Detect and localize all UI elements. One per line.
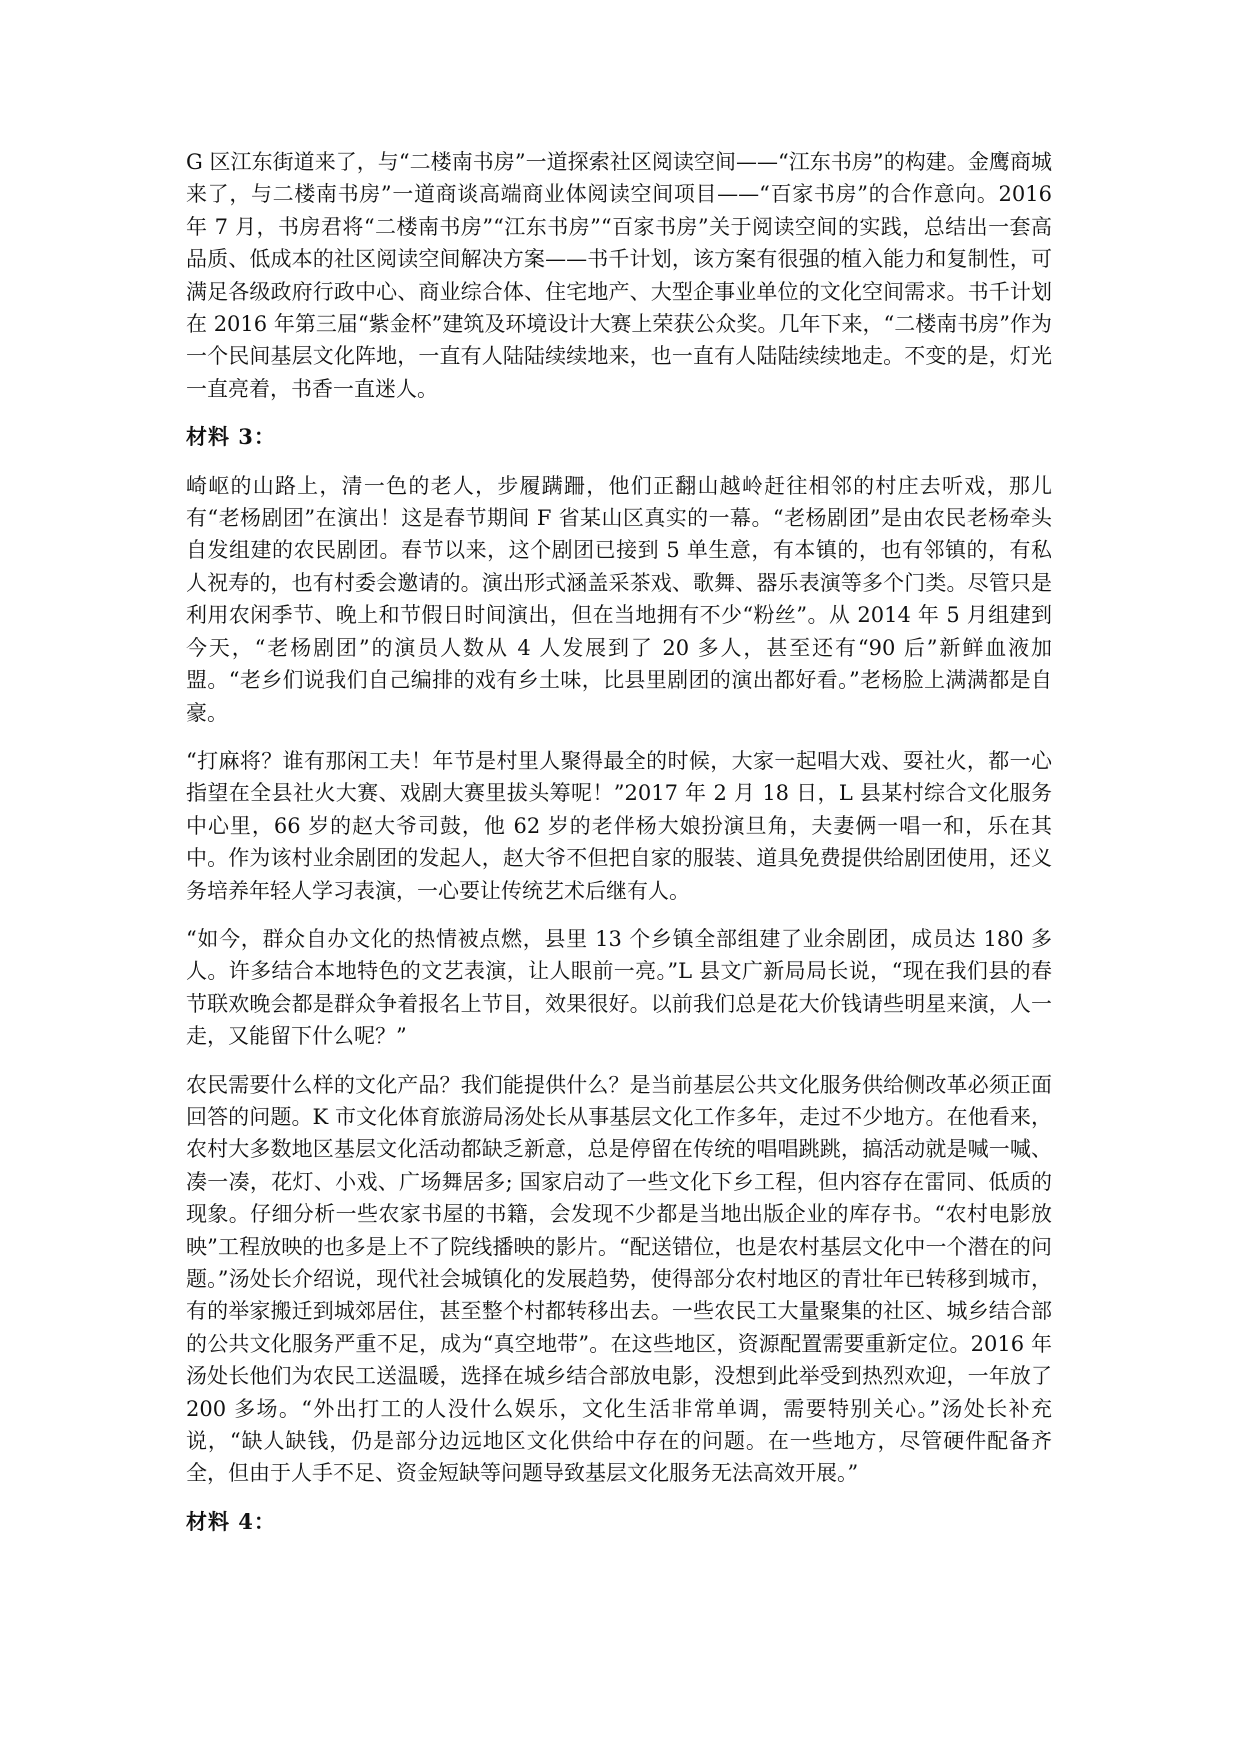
paragraph-lao-yang-troupe: 崎岖的山路上，清一色的老人，步履蹒跚，他们正翻山越岭赶往相邻的村庄去听戏，那儿有“老杨剧团”在演出！这是春节期间 F 省某山区真实的一幕。“老杨剧团”是由农民老杨牵头自发组建的农民剧团。春节以来，这个剧团已接到 5 单生意，有本镇的，也有邻镇的，有私人祝寿的，也有村委会邀请的。演出形式涵盖采茶戏、歌舞、器乐表演等多个门类。尽管只是利用农闲季节、晚上和节假日时间演出，但在当地拥有不少“粉丝”。从 2014 年 5 月组建到今天，“老杨剧团”的演员人数从 4 人发展到了 20 多人，甚至还有“90 后”新鲜血液加盟。“老乡们说我们自己编排的戏有乡土味，比县里剧团的演出都好看。”老杨脸上满满都是自豪。 bbox=[186, 473, 1052, 725]
paragraph-county-director-quote: “如今，群众自办文化的热情被点燃，县里 13 个乡镇全部组建了业余剧团，成员达 180 多人。许多结合本地特色的文艺表演，让人眼前一亮。”L 县文广新局局长说，“现在我们县的春节联欢晚会都是群众争着报名上节目，效果很好。以前我们总是花大价钱请些明星来演，人一走，又能留下什么呢？” bbox=[186, 926, 1052, 1049]
section-heading-material-3: 材料 3： bbox=[186, 424, 276, 450]
paragraph-zhao-daye: “打麻将？谁有那闲工夫！年节是村里人聚得最全的时候，大家一起唱大戏、耍社火，都一心指望在全县社火大赛、戏剧大赛里拔头筹呢！”2017 年 2 月 18 日，L 县某村综合文化服务中心里，66 岁的赵大爷司鼓，他 62 岁的老伴杨大娘扮演旦角，夫妻俩一唱一和，乐在其中。作为该村业余剧团的发起人，赵大爷不但把自家的服装、道具免费提供给剧团使用，还义务培养年轻人学习表演，一心要让传统艺术后继有人。 bbox=[186, 748, 1052, 903]
document-page bbox=[186, 146, 1052, 1554]
paragraph-tang-chuzhang: 农民需要什么样的文化产品？我们能提供什么？是当前基层公共文化服务供给侧改革必须正面回答的问题。K 市文化体育旅游局汤处长从事基层文化工作多年，走过不少地方。在他看来，农村大多数地区基层文化活动都缺乏新意，总是停留在传统的唱唱跳跳，搞活动就是喊一喊、凑一凑，花灯、小戏、广场舞居多; 国家启动了一些文化下乡工程，但内容存在雷同、低质的现象。仔细分析一些农家书屋的书籍，会发现不少都是当地出版企业的库存书。“农村电影放映”工程放映的也多是上不了院线播映的影片。“配送错位，也是农村基层文化中一个潜在的问题。”汤处长介绍说，现代社会城镇化的发展趋势，使得部分农村地区的青壮年已转移到城市，有的举家搬迁到城郊居住，甚至整个村都转移出去。一些农民工大量聚集的社区、城乡结合部的公共文化服务严重不足，成为“真空地带”。在这些地区，资源配置需要重新定位。2016 年汤处长他们为农民工送温暖，选择在城乡结合部放电影，没想到此举受到热烈欢迎，一年放了 200 多场。“外出打工的人没什么娱乐，文化生活非常单调，需要特别关心。”汤处长补充说，“缺人缺钱，仍是部分边远地区文化供给中存在的问题。在一些地方，尽管硬件配备齐全，但由于人手不足、资金短缺等问题导致基层文化服务无法高效开展。” bbox=[186, 1072, 1052, 1486]
paragraph-shufang-plan: G 区江东街道来了，与“二楼南书房”一道探索社区阅读空间——“江东书房”的构建。金鹰商城来了，与二楼南书房”一道商谈高端商业体阅读空间项目——“百家书房”的合作意向。2016 年 7 月，书房君将“二楼南书房”“江东书房”“百家书房”关于阅读空间的实践，总结出一套高品质、低成本的社区阅读空间解决方案——书千计划，该方案有很强的植入能力和复制性，可满足各级政府行政中心、商业综合体、住宅地产、大型企事业单位的文化空间需求。书千计划在 2016 年第三届“紫金杯”建筑及环境设计大赛上荣获公众奖。几年下来，“二楼南书房”作为一个民间基层文化阵地，一直有人陆陆续续地来，也一直有人陆陆续续地走。不变的是，灯光一直亮着，书香一直迷人。 bbox=[186, 150, 1052, 401]
section-heading-material-4: 材料 4： bbox=[186, 1508, 276, 1534]
